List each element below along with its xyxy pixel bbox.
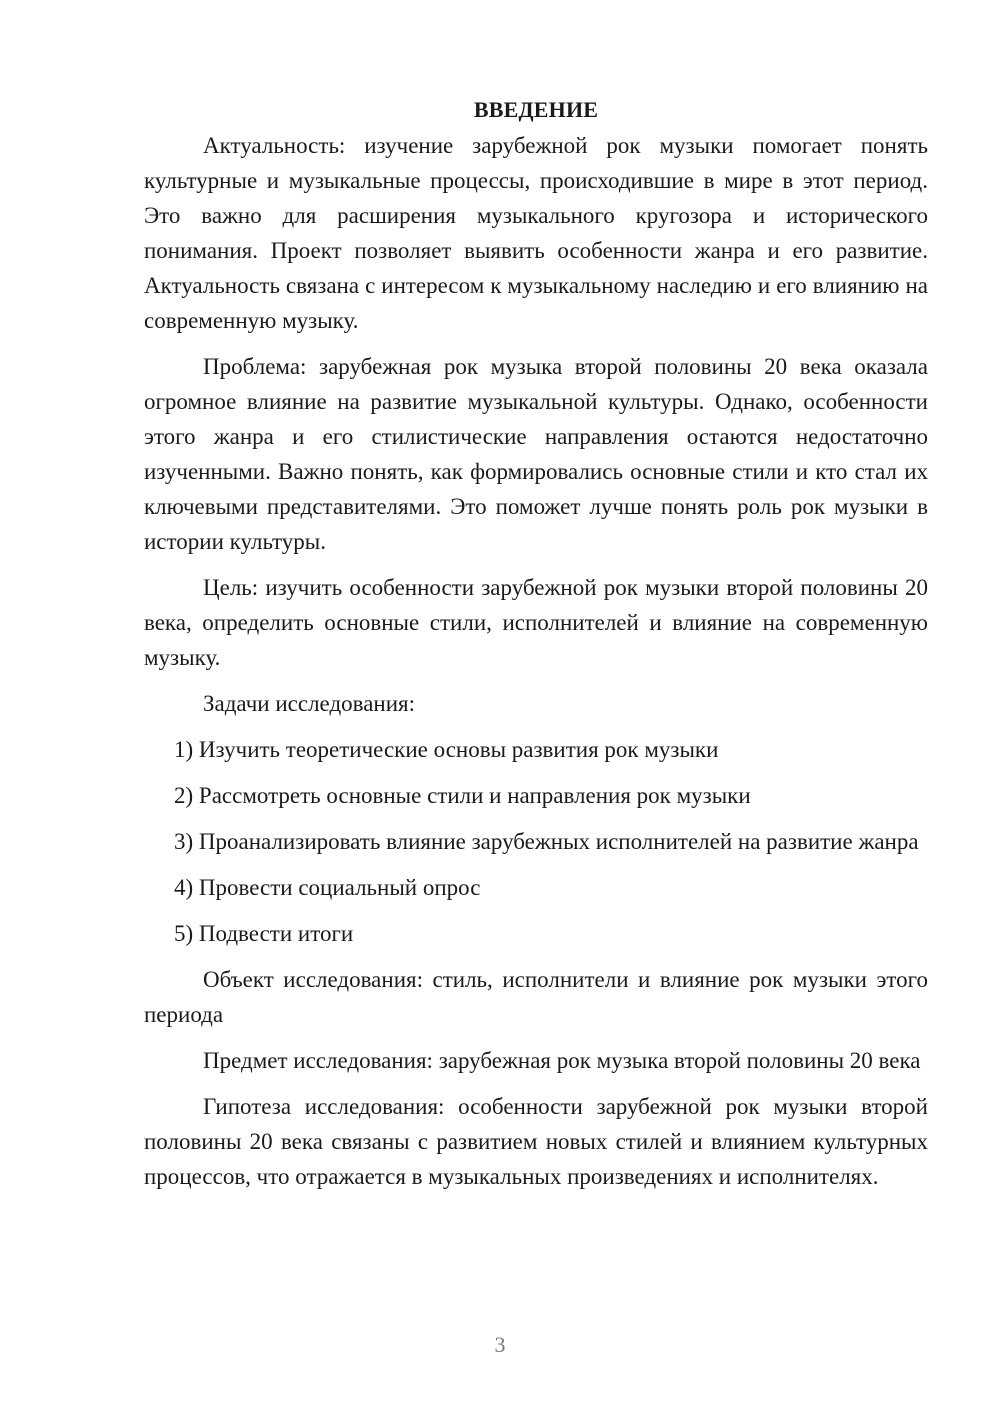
paragraph-problem: Проблема: зарубежная рок музыка второй половины 20 века оказала огромное влияние на развитие музыкальной культуры. Однако, особенности этого жанра и его стилистические направления остаются недостаточно изученными. Важно понять, как формировались основные стили и кто стал их ключевыми представителями. Это поможет лучше понять роль рок музыки в истории культуры. — [144, 354, 928, 554]
task-item-2: 2) Рассмотреть основные стили и направления рок музыки — [174, 783, 751, 808]
paragraph-hypothesis: Гипотеза исследования: особенности зарубежной рок музыки второй половины 20 века связаны с развитием новых стилей и влиянием культурных процессов, что отражается в музыкальных произведениях и исполнителях. — [144, 1094, 928, 1189]
task-item-4: 4) Провести социальный опрос — [174, 875, 481, 900]
paragraph-tasks-heading: Задачи исследования: — [203, 691, 416, 716]
paragraph-goal: Цель: изучить особенности зарубежной рок музыки второй половины 20 века, определить основные стили, исполнителей и влияние на современную музыку. — [144, 575, 928, 670]
section-title: ВВЕДЕНИЕ — [473, 97, 599, 122]
task-item-5: 5) Подвести итоги — [174, 921, 354, 946]
document-page — [144, 92, 928, 1205]
paragraph-relevance: Актуальность: изучение зарубежной рок музыки помогает понять культурные и музыкальные процессы, происходившие в мире в этот период. Это важно для расширения музыкального кругозора и исторического понимания. Проект позволяет выявить особенности жанра и его развитие. Актуальность связана с интересом к музыкальному наследию и его влиянию на современную музыку. — [144, 133, 928, 333]
page-number: 3 — [494, 1332, 506, 1357]
paragraph-object: Объект исследования: стиль, исполнители и влияние рок музыки этого периода — [144, 967, 928, 1027]
task-item-3: 3) Проанализировать влияние зарубежных исполнителей на развитие жанра — [174, 829, 919, 854]
paragraph-subject: Предмет исследования: зарубежная рок музыка второй половины 20 века — [203, 1048, 921, 1073]
task-item-1: 1) Изучить теоретические основы развития рок музыки — [174, 737, 719, 762]
